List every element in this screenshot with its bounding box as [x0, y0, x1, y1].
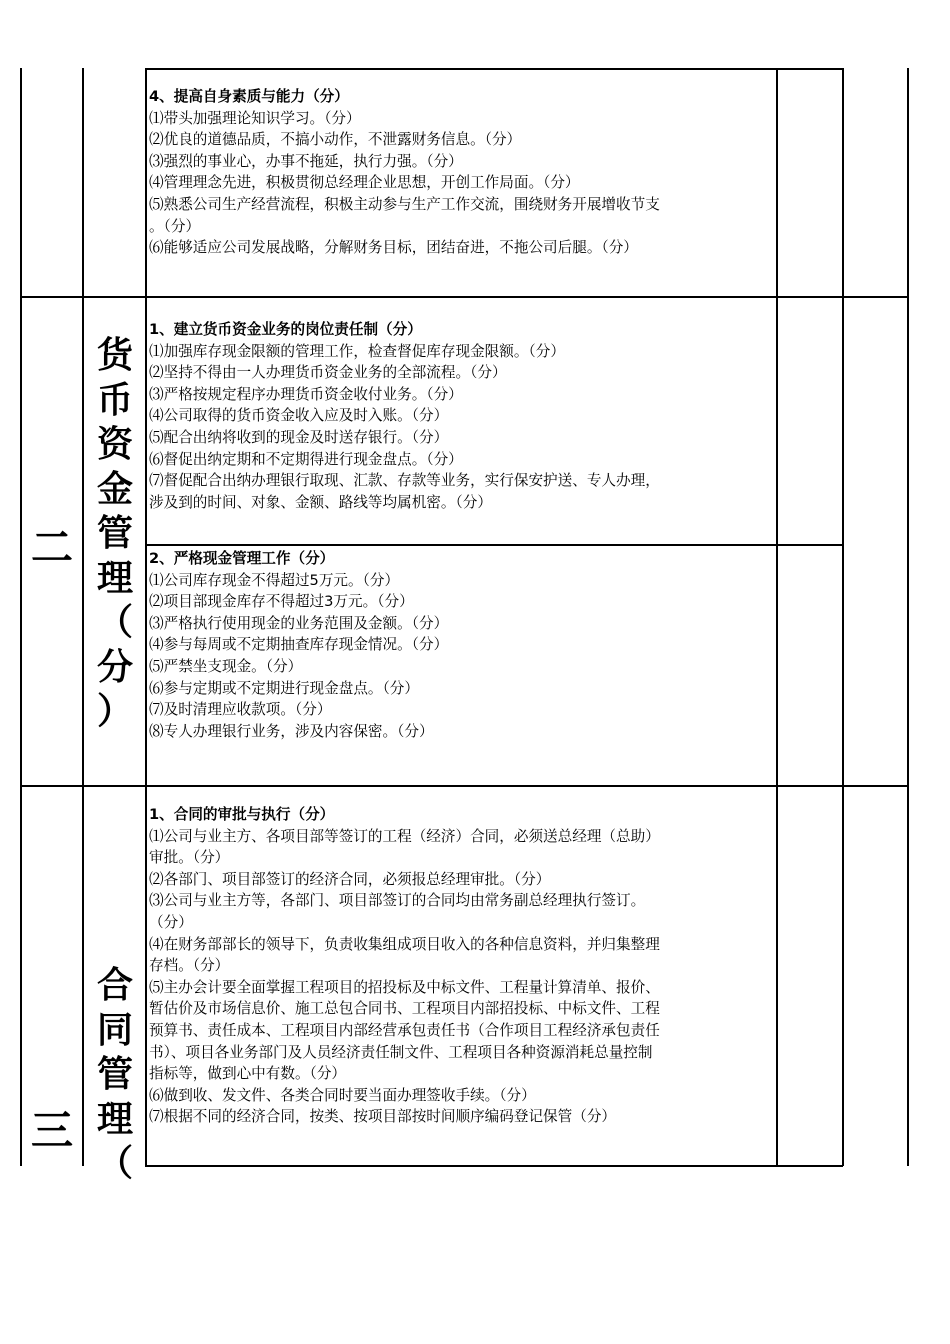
block-line: ⑸严禁坐支现金。（分）: [149, 657, 303, 675]
block-line: ⑶严格执行使用现金的业务范围及金额。（分）: [149, 614, 449, 632]
block-heading: 1、合同的审批与执行（分）: [149, 806, 335, 823]
block-heading: 2、严格现金管理工作（分）: [149, 550, 335, 567]
section-number-3: 三: [30, 1106, 73, 1155]
block-line: ⑶强烈的事业心，办事不拖延，执行力强。（分）: [149, 152, 463, 170]
table-border-right: [907, 68, 909, 1166]
title-char: 金: [96, 468, 133, 510]
title-char: 资: [96, 424, 133, 465]
content-block-1-4: [146, 86, 776, 259]
section-separator-2: [20, 296, 908, 298]
title-char: 币: [96, 379, 133, 421]
table-bottom-line: [145, 1165, 843, 1167]
block-heading: 1、建立货币资金业务的岗位责任制（分）: [149, 321, 422, 338]
block-line: ⑸熟悉公司生产经营流程，积极主动参与生产工作交流，围绕财务开展增收节支: [149, 195, 660, 213]
table-top-line: [145, 68, 843, 70]
table-divider-score-col: [776, 68, 778, 1166]
title-char: 管: [96, 1054, 133, 1095]
title-char: 管: [96, 513, 133, 554]
table-divider-remark-col: [842, 68, 844, 1166]
block-line: ⑵各部门、项目部签订的经济合同，必须报总经理审批。（分）: [149, 870, 551, 888]
title-char: 理: [96, 557, 133, 599]
block-line: ⑸配合出纳将收到的现金及时送存银行。（分）: [149, 428, 449, 446]
block-line: 涉及到的时间、对象、金额、路线等均属机密。（分）: [149, 493, 492, 511]
block-line: ⑹做到收、发文件、各类合同时要当面办理签收手续。（分）: [149, 1086, 536, 1104]
block-line: 暂估价及市场信息价、施工总包合同书、工程项目内部招投标、中标文件、工程: [149, 1000, 660, 1018]
block-line: 预算书、责任成本、工程项目内部经营承包责任书（合作项目工程经济承包责任: [149, 1021, 660, 1039]
block-line: ⑺督促配合出纳办理银行取现、汇款、存款等业务，实行保安护送、专人办理，: [149, 472, 660, 490]
content-block-3-1: [146, 804, 776, 1128]
section-title-2: [84, 334, 146, 735]
block-line: ⑴加强库存现金限额的管理工作，检查督促库存现金限额。（分）: [149, 342, 565, 360]
block-line: ⑷参与每周或不定期抽查库存现金情况。（分）: [149, 636, 449, 654]
block-line: ⑵项目部现金库存不得超过3万元。（分）: [149, 593, 414, 611]
block-line: ⑴带头加强理论知识学习。（分）: [149, 109, 361, 127]
title-char: 理: [96, 1098, 133, 1140]
block-line: ⑹能够适应公司发展战略，分解财务目标，团结奋进，不拖公司后腿。（分）: [149, 239, 638, 257]
title-char: 分: [96, 646, 133, 688]
block-line: ⑶严格按规定程序办理货币资金收付业务。（分）: [149, 385, 463, 403]
title-char: （: [96, 602, 133, 643]
title-char: 货: [96, 335, 133, 376]
table-border-left: [20, 68, 22, 1166]
block-line: 指标等，做到心中有数。（分）: [149, 1065, 347, 1083]
block-line: ⑵坚持不得由一人办理货币资金业务的全部流程。（分）: [149, 364, 507, 382]
title-char: 同: [96, 1009, 133, 1051]
section-separator-3: [20, 785, 908, 787]
block-line: 。（分）: [149, 217, 201, 235]
block-line: ⑷管理理念先进，积极贯彻总经理企业思想，开创工作局面。（分）: [149, 174, 580, 192]
block-line: ⑷在财务部部长的领导下，负责收集组成项目收入的各种信息资料，并归集整理: [149, 935, 660, 953]
block-line: ⑺根据不同的经济合同，按类、按项目部按时间顺序编码登记保管（分）: [149, 1108, 617, 1126]
block-line: 书）、项目各业务部门及人员经济责任制文件、工程项目各种资源消耗总量控制: [149, 1043, 653, 1061]
block-line: （分）: [149, 913, 193, 931]
content-block-2-2: [146, 548, 776, 742]
block-line: 存档。（分）: [149, 957, 230, 975]
title-char: （: [96, 1143, 133, 1184]
block-line: ⑷公司取得的货币资金收入应及时入账。（分）: [149, 407, 449, 425]
block-line: ⑶公司与业主方等，各部门、项目部签订的合同均由常务副总经理执行签订。: [149, 892, 646, 910]
block-line: 审批。（分）: [149, 849, 230, 867]
content-block-2-1: [146, 319, 776, 513]
block-line: ⑸主办会计要全面掌握工程项目的招投标及中标文件、工程量计算清单、报价、: [149, 978, 660, 996]
block-line: ⑹督促出纳定期和不定期得进行现金盘点。（分）: [149, 450, 463, 468]
block-line: ⑹参与定期或不定期进行现金盘点。（分）: [149, 679, 419, 697]
title-char: ）: [96, 691, 133, 732]
title-char: 合: [96, 965, 133, 1006]
block-heading: 4、提高自身素质与能力（分）: [149, 88, 349, 105]
block-line: ⑺及时清理应收款项。（分）: [149, 701, 332, 719]
block-line: ⑻专人办理银行业务，涉及内容保密。（分）: [149, 722, 434, 740]
block-separator-2-2: [145, 544, 843, 546]
section-title-3: [84, 964, 146, 1184]
block-line: ⑵优良的道德品质，不搞小动作，不泄露财务信息。（分）: [149, 131, 522, 149]
block-line: ⑴公司与业主方、各项目部等签订的工程（经济）合同，必须送总经理（总助）: [149, 827, 660, 845]
block-line: ⑴公司库存现金不得超过5万元。（分）: [149, 571, 400, 589]
section-number-2: 二: [30, 523, 73, 572]
